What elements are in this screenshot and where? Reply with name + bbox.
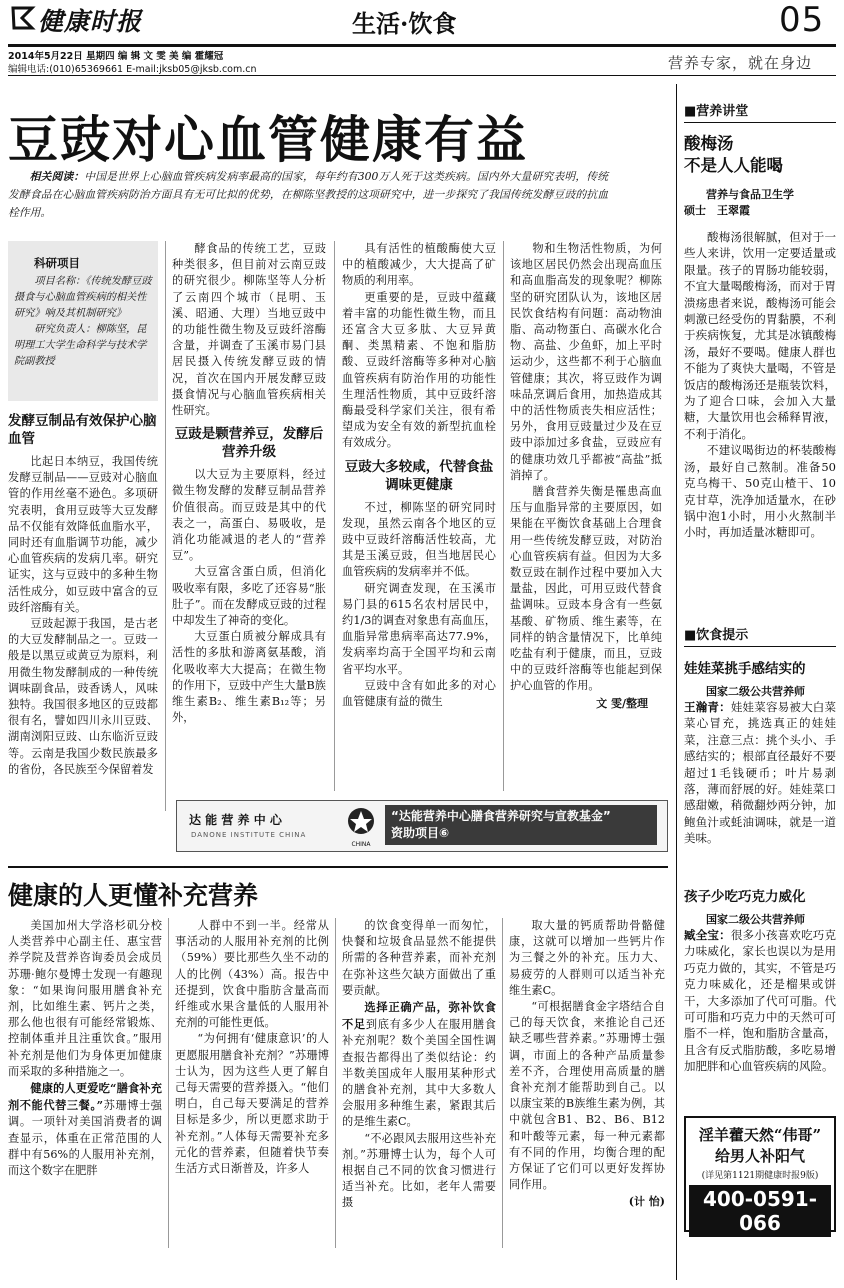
main-col-3 bbox=[342, 241, 496, 791]
sidebar-section-label: ■饮食提示 bbox=[684, 624, 836, 647]
logo-mark-icon bbox=[10, 4, 36, 32]
lead-text: 中国是世界上心脑血管疾病发病率最高的国家，每年约有300万人死于这类疾病。国内外大量研究表明，传统发酵食品在心脑血管疾病防治方面具有无可比拟的优势，在柳陈坚教授的这项研究中，进一步探究了我国传统发酵豆豉的抗血栓作用。 bbox=[8, 170, 608, 219]
paragraph: 取大量的钙质帮助骨骼健康，这就可以增加一些钙片作为三餐之外的补充。压力大、易疲劳的人群则可以适当补充维生素C。 bbox=[509, 919, 665, 997]
bold-lead: 选择正确产品，弥补饮食不足 bbox=[342, 1000, 496, 1032]
paragraph: 酸梅汤很解腻，但对于一些人来讲，饮用一定要适量或限量。孩子的胃肠功能较弱，不宜大量喝酸梅汤，而对于胃溃疡患者来说，酸梅汤可能会刺激已经受伤的胃黏膜，不利于疾病恢复，尤其是冰镇酸梅汤，最好不要喝。健康人群也不能为了爽快大量喝，不管是饭店的酸梅汤还是瓶装饮料，为了迎合口味，会加入大量糖，大量饮用也会稀释胃液，不利于消化。 bbox=[684, 230, 836, 441]
paragraph: 王瀚青：娃娃菜容易被大白菜菜心冒充，挑选真正的娃娃菜，注意三点：挑个头小、手感结实的；根部直径最好不要超过1毛钱硬币；叶片易剥落，薄而舒展的好。娃娃菜口感甜嫩，稍微翻炒两分钟，加鲍鱼汁或蚝油调味，就是一道美味。 bbox=[684, 700, 836, 846]
project-lead: 研究负责人：柳陈坚，昆明理工大学生命科学与技术学院副教授 bbox=[14, 324, 147, 367]
lead-label: 相关阅读： bbox=[29, 170, 85, 183]
sidebar bbox=[684, 100, 836, 1280]
banner-right-line2: 资助项目⑥ bbox=[391, 826, 450, 840]
subhead-2: 豆豉是颗营养豆，发酵后营养升级 bbox=[174, 426, 324, 461]
banner-logo-caption: CHINA bbox=[351, 841, 371, 848]
date-line: 2014年5月22日 星期四 编 辑 文 雯 美 编 霍耀冠 bbox=[8, 51, 224, 62]
sidebar-article-title: 酸梅汤 不是人人能喝 bbox=[684, 134, 783, 175]
paragraph: “不必跟风去服用这些补充剂。”苏珊博士认为，每个人可根据自己不同的饮食习惯进行适当补充。比如，老年人需要摄 bbox=[342, 1131, 496, 1210]
paragraph: 具有活性的植酸酶使大豆中的植酸减少，大大提高了矿物质的利用率。 bbox=[342, 242, 496, 288]
ad-line2: 给男人补阳气 bbox=[714, 1147, 805, 1165]
main-col-1 bbox=[8, 406, 158, 876]
paragraph: “为何拥有‘健康意识’的人更愿服用膳食补充剂？”苏珊博士认为，因为这些人更了解自己每天需要的营养摄入。“他们明白，自己每天要满足的营养目标是多少，所以更愿求助于补充剂。”人体每天需要补充多元化的营养素，但随着快节奏生活方式日渐普及，许多人 bbox=[175, 1032, 329, 1176]
banner-logo bbox=[343, 807, 379, 847]
paragraph: 研究调查发现，在玉溪市易门县的615名农村居民中，约1/3的调查对象患有高血压，血脂异常患病率高达77.9%，发病率均高于全国平均和云南省平均水平。 bbox=[342, 581, 496, 676]
paragraph: 人群中不到一半。经常从事活动的人服用补充剂的比例（59%）要比那些久坐不动的人的比例（43%）高。报告中还提到，饮食中脂肪含量高而纤维或水果含量低的人服用补充剂的可能性更低。 bbox=[175, 919, 329, 1030]
sidebar-section-label: ■营养讲堂 bbox=[684, 100, 836, 123]
paragraph: 选择正确产品，弥补饮食不足到底有多少人在服用膳食补充剂呢？数个美国全国性调查报告都得出了类似结论：约半数美国成年人服用某种形式的膳食补充剂，其中大多数人会服用多种维生素，紧跟其后的是维生素C。 bbox=[342, 1000, 496, 1129]
second-col-1 bbox=[8, 918, 162, 1278]
ad-line1: 淫羊藿天然“伟哥” bbox=[698, 1126, 822, 1144]
logo-text: 健康时报 bbox=[38, 7, 143, 36]
paper-logo bbox=[10, 2, 150, 34]
subhead-3: 豆豉大多较咸，代替食盐调味更健康 bbox=[344, 458, 494, 493]
project-box bbox=[8, 241, 158, 401]
lead-paragraph bbox=[8, 168, 608, 222]
paragraph: 大豆蛋白质被分解成具有活性的多肽和游离氨基酸，消化吸收率大大提高；在微生物的作用下，豆豉中产生大量B族维生素B₂、维生素B₁₂等；另外， bbox=[172, 630, 326, 725]
sidebar-article-body bbox=[684, 927, 836, 1139]
paragraph: 健康的人更爱吃“膳食补充剂不能代替三餐。”苏珊博士强调。一项针对美国消费者的调查显示，体重在正常范围的人群中有56%的人服用补充剂，而这个数字在肥胖 bbox=[8, 1081, 162, 1178]
sidebar-article-body bbox=[684, 229, 836, 614]
paragraph: 不建议喝街边的杯装酸梅汤，最好自己熬制。准备50克乌梅干、50克山楂干、10克甘草，洗净加适量水，在砂锅中泡1小时，用小火熬制半小时，再加适量冰糖即可。 bbox=[684, 443, 836, 540]
section-title: 生活·饮食 bbox=[352, 9, 457, 38]
paragraph: 臧全宝：很多小孩喜欢吃巧克力味威化，家长也误以为是用巧克力做的，其实，不管是巧克力味威化，还是榴果或饼干，大多添加了代可可脂。代可可脂和巧克力中的天然可可脂不一样，饱和脂肪含量高，且含有反式脂肪酸，多吃易增加肥胖和心血管疾病的风险。 bbox=[684, 928, 836, 1074]
masthead bbox=[0, 0, 844, 80]
byline: 文 雯/整理 bbox=[596, 696, 648, 710]
foundation-banner bbox=[176, 800, 668, 852]
paragraph: 物和生物活性物质，为何该地区居民仍然会出现高血压和高血脂高发的现象呢？柳陈坚的研究团队认为，该地区居民饮食结构有问题：高动物油脂、高动物蛋白、高碳水化合物、高盐、少鱼虾，加上平时运动少，这些都不利于心脑血管健康；其次，将豆豉作为调味品烹调后食用，加热造成其中的活性物质丧失相应活性；另外，食用豆豉量过少及在豆豉中添加过多食盐，豆豉应有的健康功效几乎都被“高盐”抵消掉了。 bbox=[510, 242, 662, 482]
ad-phone: 400-0591-066 bbox=[689, 1185, 831, 1237]
second-col-2 bbox=[175, 918, 329, 1278]
banner-left-title: 达 能 营 养 中 心 bbox=[189, 813, 282, 827]
main-col-2 bbox=[172, 241, 326, 801]
banner-right-line1: “达能营养中心膳食营养研究与宣教基金” bbox=[391, 809, 611, 823]
paragraph: 美国加州大学洛杉矶分校人类营养中心副主任、惠宝营养学院及营养咨询委员会成员苏珊·鲍尔曼博士发现一有趣现象：“如果询问服用膳食补充剂，比如维生素、钙片之类，那么他也很有可能经常锻炼、控制体重并且注重饮食。”服用补充剂是他们为身体更加健康而采取的多种措施之一。 bbox=[8, 919, 162, 1078]
contact-line: 编辑电话:(010)65369661 E-mail:jksb05@jksb.com.cn bbox=[8, 64, 257, 75]
subhead-1: 发酵豆制品有效保护心脑血管 bbox=[8, 413, 157, 447]
main-headline: 豆豉对心血管健康有益 bbox=[8, 110, 528, 169]
paragraph: “可根据膳食金字塔结合自己的每天饮食，来推论自己还缺乏哪些营养素。”苏珊博士强调，市面上的各种产品质量参差不齐，合理使用高质量的膳食补充剂才能帮助到自己。以以康宝莱的B族维生素为例，其中就包含B1、B2、B6、B12和叶酸等元素，每一种元素都有不同的作用，均衡合理的配方保证了它们可以更好发挥协同作用。 bbox=[509, 1000, 665, 1192]
sidebar-author: 国家二级公共营养师 bbox=[706, 685, 805, 698]
paragraph: 的饮食变得单一而匆忙，快餐和垃圾食品显然不能提供所需的各种营养素，而补充剂在弥补这些欠缺方面做出了重要贡献。 bbox=[342, 919, 496, 997]
slogan: 营养专家，就在身边 bbox=[668, 54, 813, 72]
paragraph: 不过，柳陈坚的研究同时发现，虽然云南各个地区的豆豉中豆豉纤溶酶活性较高，尤其是玉溪豆豉，但当地居民心血管疾病的发病率并不低。 bbox=[342, 500, 496, 579]
star-logo-icon bbox=[343, 807, 379, 837]
byline: (计 怡) bbox=[628, 1195, 665, 1209]
paragraph: 以大豆为主要原料，经过微生物发酵的发酵豆制品营养价值很高。而豆豉是其中的代表之一，高蛋白、易吸收，是消化功能减退的老人的“营养豆”。 bbox=[172, 468, 326, 563]
ad-line3: (详见第1121期健康时报9版) bbox=[701, 1171, 819, 1181]
banner-left-sub: DANONE INSTITUTE CHINA bbox=[191, 831, 307, 839]
paragraph: 更重要的是，豆豉中蕴藏着丰富的功能性微生物，而且还富含大豆多肽、大豆异黄酮、类黑精素、不饱和脂肪酸、豆豉纤溶酶等多种对心脑血管疾病有防治作用的功能性生理活性物质，其中豆豉纤溶酶最受科学家们关注，很有希望成为安全有效的新型抗血栓有效成分。 bbox=[342, 290, 496, 450]
bold-lead: 健康的人更爱吃“膳食补充剂不能代替三餐。” bbox=[8, 1081, 162, 1113]
sidebar-article-title: 孩子少吃巧克力威化 bbox=[684, 889, 806, 905]
sidebar-author: 国家二级公共营养师 bbox=[706, 913, 805, 926]
second-col-3 bbox=[342, 918, 496, 1278]
paragraph: 酵食品的传统工艺，豆豉种类很多，但目前对云南豆豉的研究很少。柳陈坚等人分析了云南四个城市（昆明、玉溪、昭通、大理）当地豆豉中的功能性微生物及豆豉纤溶酶含量，并调查了玉溪市易门县居民摄入传统发酵豆豉的情况，首次在国内开展发酵豆豉摄食情况与心脑血管疾病相关性研究。 bbox=[172, 242, 326, 418]
sidebar-author: 营养与食品卫生学 硕士 王翠霞 bbox=[684, 188, 794, 217]
paragraph: 比起日本纳豆，我国传统发酵豆制品——豆豉对心脑血管的作用丝毫不逊色。多项研究表明，食用豆豉等大豆发酵品不仅能有效降低血脂水平，同时还有血脂调节功能，减少心血管疾病的发病几率。研究证实，这与豆豉中的多种生物活性成分，如豆豉中富含的豆豉纤溶酶有关。 bbox=[8, 455, 158, 614]
project-box-title: 科研项目 bbox=[34, 256, 80, 270]
paragraph: 豆豉起源于我国，是古老的大豆发酵制品之一。豆豉一般是以黑豆或黄豆为原料，利用微生物发酵制成的一种传统调味副食品，豉香诱人，风味独特。我国很多地区的豆豉都很有名，譬如四川永川豆豉、湖南浏阳豆豉、山东临沂豆豉等。云南是我国少数民族最多的省份，各民族至今保留着发 bbox=[8, 617, 158, 776]
paragraph: 豆豉中含有如此多的对心血管健康有益的微生 bbox=[342, 678, 496, 709]
second-headline: 健康的人更懂补充营养 bbox=[8, 881, 259, 910]
paragraph: 膳食营养失衡是罹患高血压与血脂异常的主要原因，如果能在平衡饮食基础上合理食用一些传统发酵豆豉，对防治心血管疾病有益。但因为大多数豆豉在制作过程中要加入大量盐，因此，可用豆豉代替食盐调味。豆豉本身含有一些氨基酸、矿物质、维生素等，在同样的钠含量情况下，比单纯吃盐有利于健康，而且，豆豉中的豆豉纤溶酶等也能起到保护心血管的作用。 bbox=[510, 485, 662, 693]
sidebar-article-body bbox=[684, 699, 836, 879]
banner-right-box bbox=[385, 805, 657, 845]
ad-box bbox=[684, 1116, 836, 1235]
paragraph: 大豆富含蛋白质，但消化吸收率有限，多吃了还容易“胀肚子”。而在发酵成豆豉的过程中却发生了神奇的变化。 bbox=[172, 565, 326, 628]
project-name: 项目名称：《传统发酵豆豉摄食与心脑血管疾病的相关性研究》响及其机制研究》 bbox=[14, 276, 152, 319]
page-number: 05 bbox=[779, 0, 825, 40]
second-col-4 bbox=[509, 918, 665, 1278]
sidebar-article-title: 娃娃菜挑手感结实的 bbox=[684, 661, 806, 677]
main-col-4 bbox=[510, 241, 662, 793]
